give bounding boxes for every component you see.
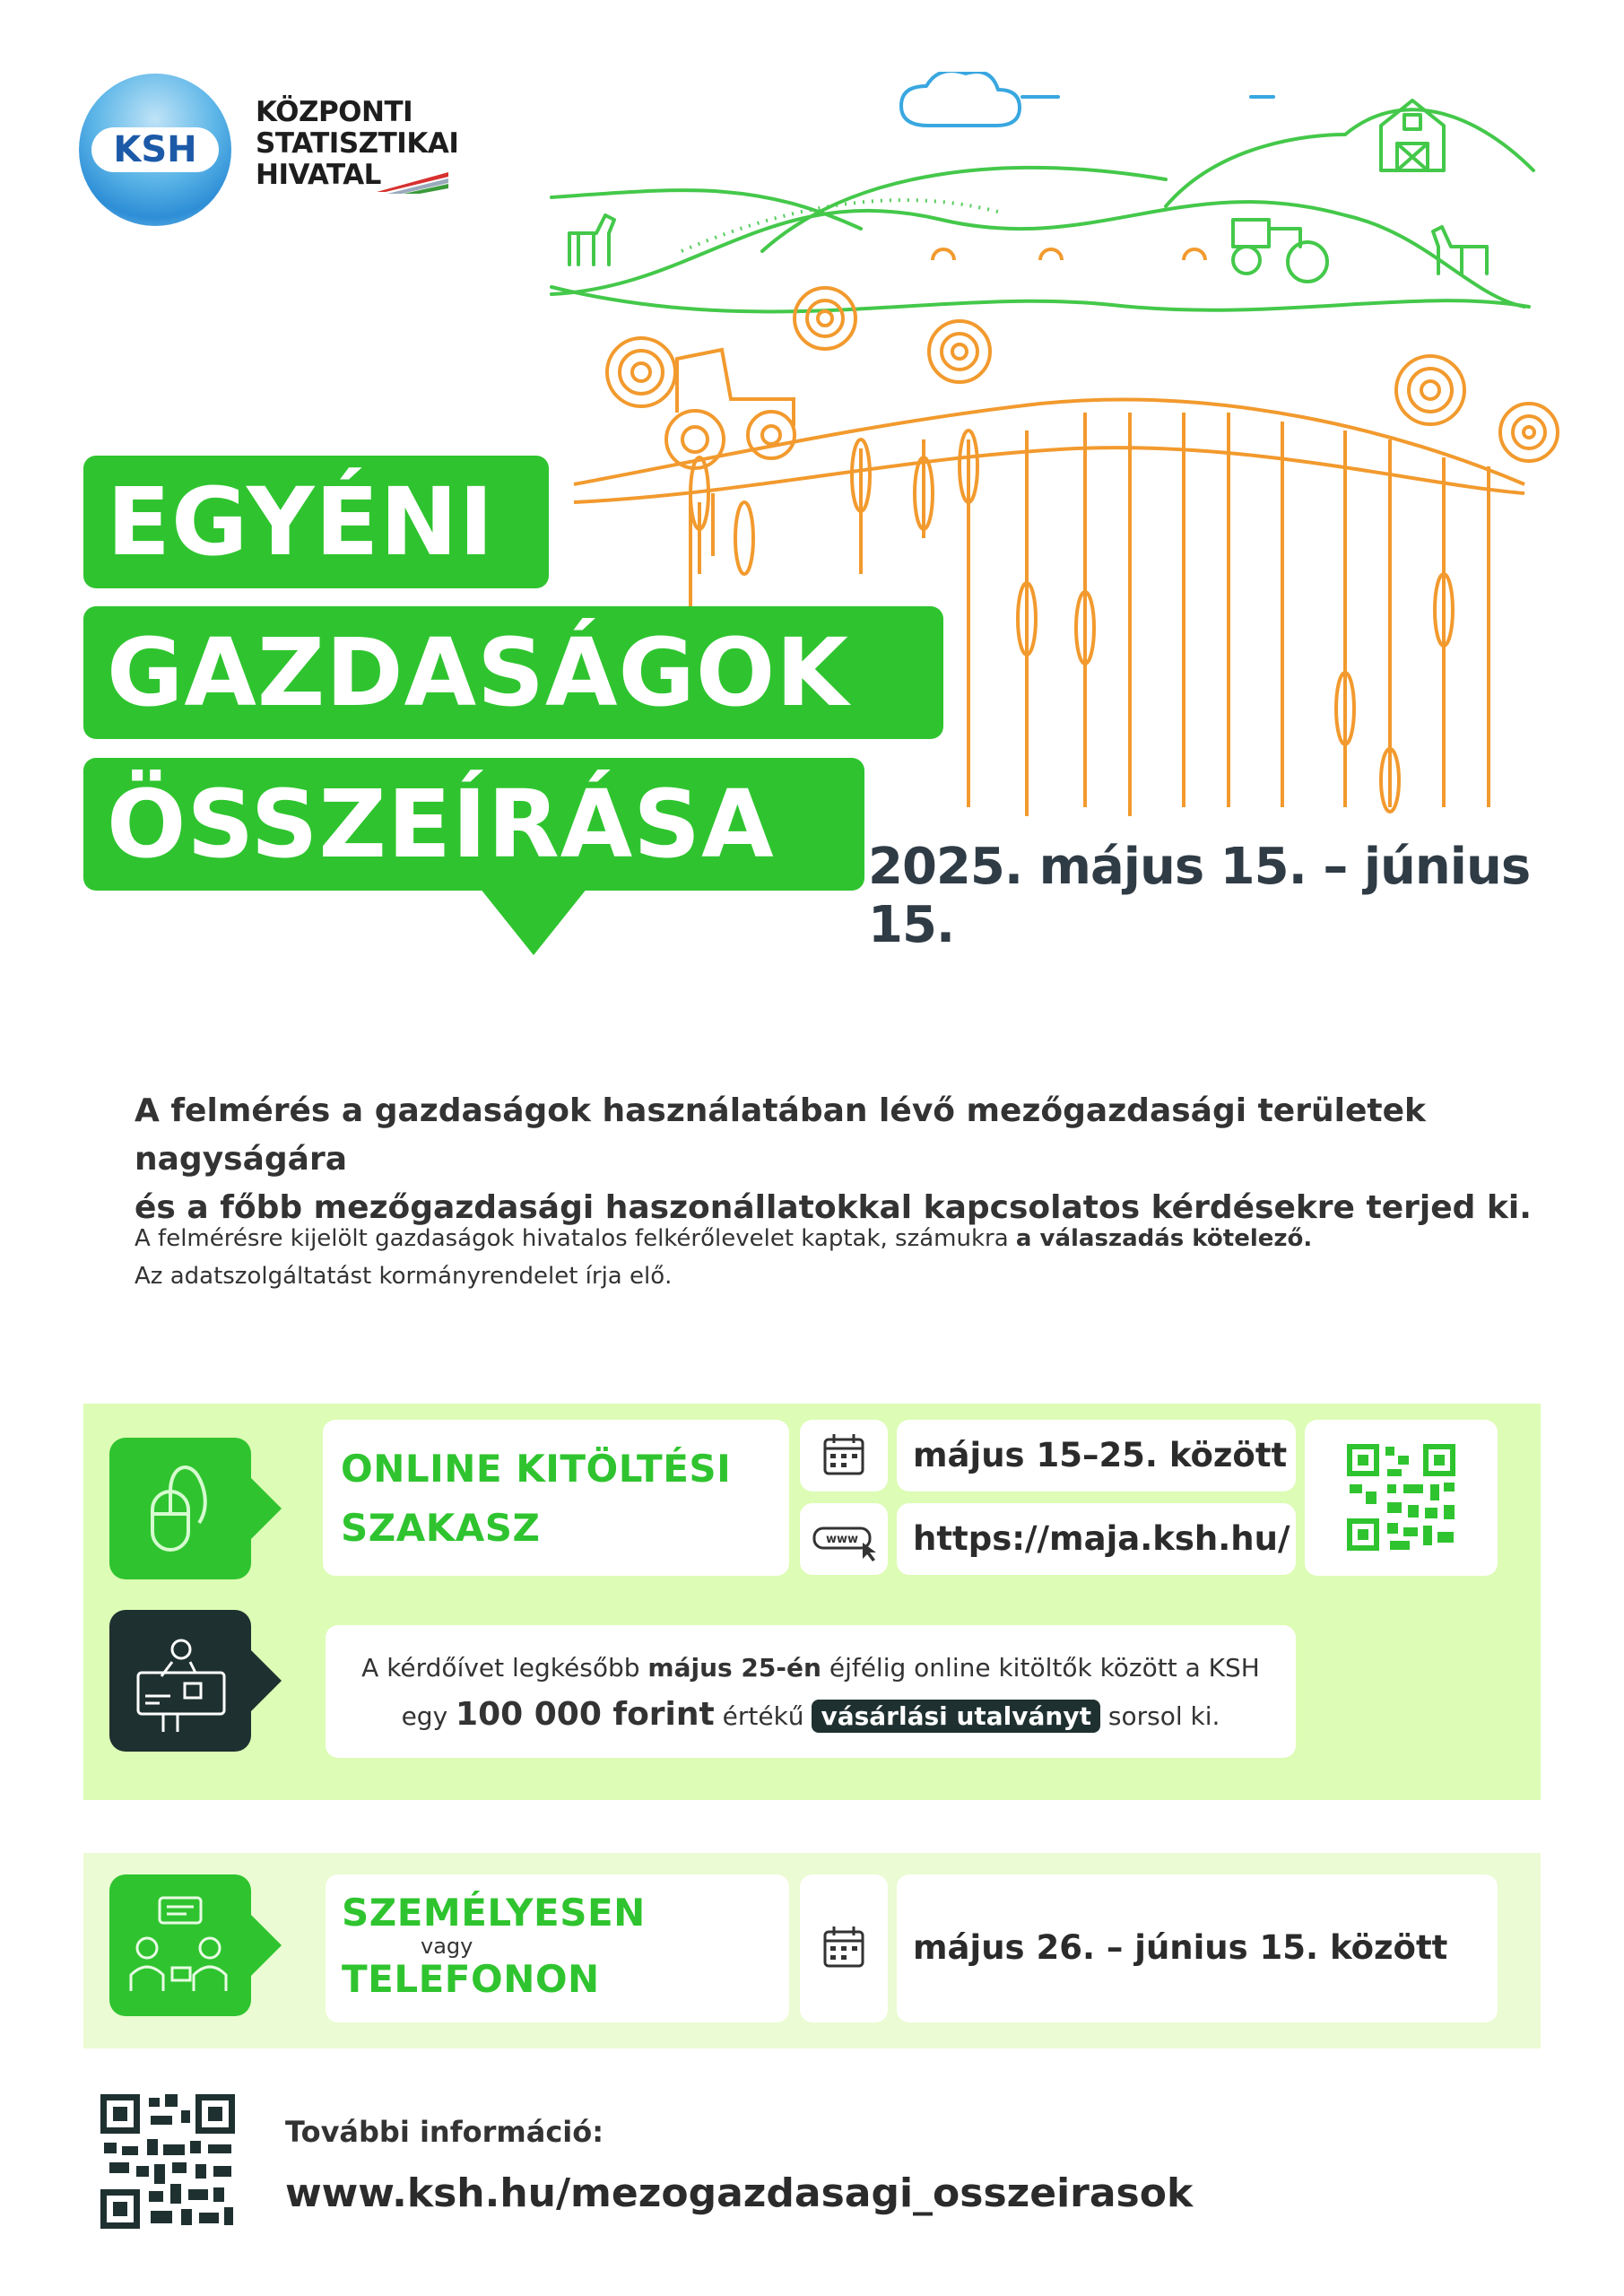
title-line-2: GAZDASÁGOK	[83, 606, 943, 739]
online-qr-card	[1305, 1420, 1498, 1576]
personal-title-line-1: SZEMÉLYESEN	[342, 1891, 646, 1935]
mouse-icon-box	[109, 1438, 251, 1579]
www-icon	[800, 1503, 888, 1575]
note-line-2: Az adatszolgáltatást kormányrendelet írja elő.	[135, 1263, 673, 1290]
title-line-1: EGYÉNI	[83, 456, 549, 588]
personal-period: május 26. – június 15. között	[913, 1928, 1448, 1967]
intro-line-1: A felmérés a gazdaságok használatában lévő mezőgazdasági területek nagyságára	[135, 1092, 1426, 1178]
personal-title-line-2: TELEFONON	[342, 1957, 600, 2001]
footer-info-label: További információ:	[285, 2115, 604, 2149]
voucher-icon-tab	[251, 1650, 282, 1711]
calendar-icon	[800, 1874, 888, 2022]
personal-or: vagy	[421, 1934, 473, 1959]
note-line-1: A felmérésre kijelölt gazdaságok hivatalos felkérőlevelet kaptak, számukra	[135, 1225, 1016, 1252]
farm-illustration	[538, 72, 1578, 861]
obligation-note	[135, 1220, 1533, 1295]
personal-calendar-card	[800, 1874, 888, 2022]
online-url-link[interactable]: https://maja.ksh.hu/	[913, 1519, 1290, 1558]
online-title-line-1: ONLINE KITÖLTÉSI	[341, 1447, 732, 1491]
interview-icon	[109, 1874, 251, 2016]
personal-period-card	[897, 1874, 1498, 2022]
intro-line-2: és a főbb mezőgazdasági haszonállatokkal kapcsolatos kérdésekre terjed ki.	[135, 1189, 1532, 1226]
note-obligation: a válaszadás kötelező.	[1015, 1225, 1313, 1252]
ksh-logo	[79, 74, 231, 226]
logo-line-3: HIVATAL	[256, 159, 381, 191]
online-url-card	[897, 1503, 1296, 1575]
calendar-icon-card	[800, 1420, 888, 1492]
mouse-icon	[109, 1438, 251, 1579]
ksh-logo-badge: KSH	[91, 127, 219, 172]
prize-text-5: sorsol ki.	[1100, 1701, 1220, 1731]
logo-line-2: STATISZTIKAI	[256, 127, 459, 160]
calendar-icon	[800, 1420, 888, 1492]
www-label: www	[825, 1533, 859, 1546]
prize-text-4: értékű	[714, 1701, 812, 1731]
prize-amount: 100 000 forint	[456, 1696, 715, 1733]
prize-text-2: éjfélig online kitöltők között a KSH	[821, 1653, 1260, 1683]
logo-line-1: KÖZPONTI	[256, 96, 413, 128]
footer-info-link[interactable]: www.ksh.hu/mezogazdasagi_osszeirasok	[285, 2170, 1194, 2216]
gift-voucher-icon	[109, 1610, 251, 1752]
hungarian-flag-icon	[377, 172, 448, 194]
prize-text-1: A kérdőívet legkésőbb	[361, 1653, 648, 1683]
interview-icon-tab	[251, 1915, 282, 1976]
online-qr-code[interactable]	[1305, 1420, 1498, 1576]
title-line-3: ÖSSZEÍRÁSA	[83, 758, 864, 891]
voucher-icon-box	[109, 1610, 251, 1752]
footer-qr-code[interactable]	[100, 2094, 235, 2229]
online-title-line-2: SZAKASZ	[341, 1506, 541, 1550]
survey-date-range: 2025. május 15. – június 15.	[868, 838, 1531, 954]
mouse-icon-tab	[251, 1478, 282, 1539]
online-period: május 15–25. között	[913, 1436, 1288, 1474]
prize-deadline: május 25-én	[647, 1653, 821, 1683]
prize-card	[326, 1625, 1296, 1758]
intro-text	[135, 1087, 1533, 1232]
prize-voucher-badge: vásárlási utalványt	[812, 1700, 1100, 1733]
online-period-card	[897, 1420, 1296, 1492]
online-title-card	[323, 1420, 789, 1576]
www-icon-card	[800, 1503, 888, 1575]
personal-title-card	[326, 1874, 789, 2022]
title-pointer	[480, 888, 587, 955]
interview-icon-box	[109, 1874, 251, 2016]
prize-text-3: egy	[401, 1701, 456, 1731]
